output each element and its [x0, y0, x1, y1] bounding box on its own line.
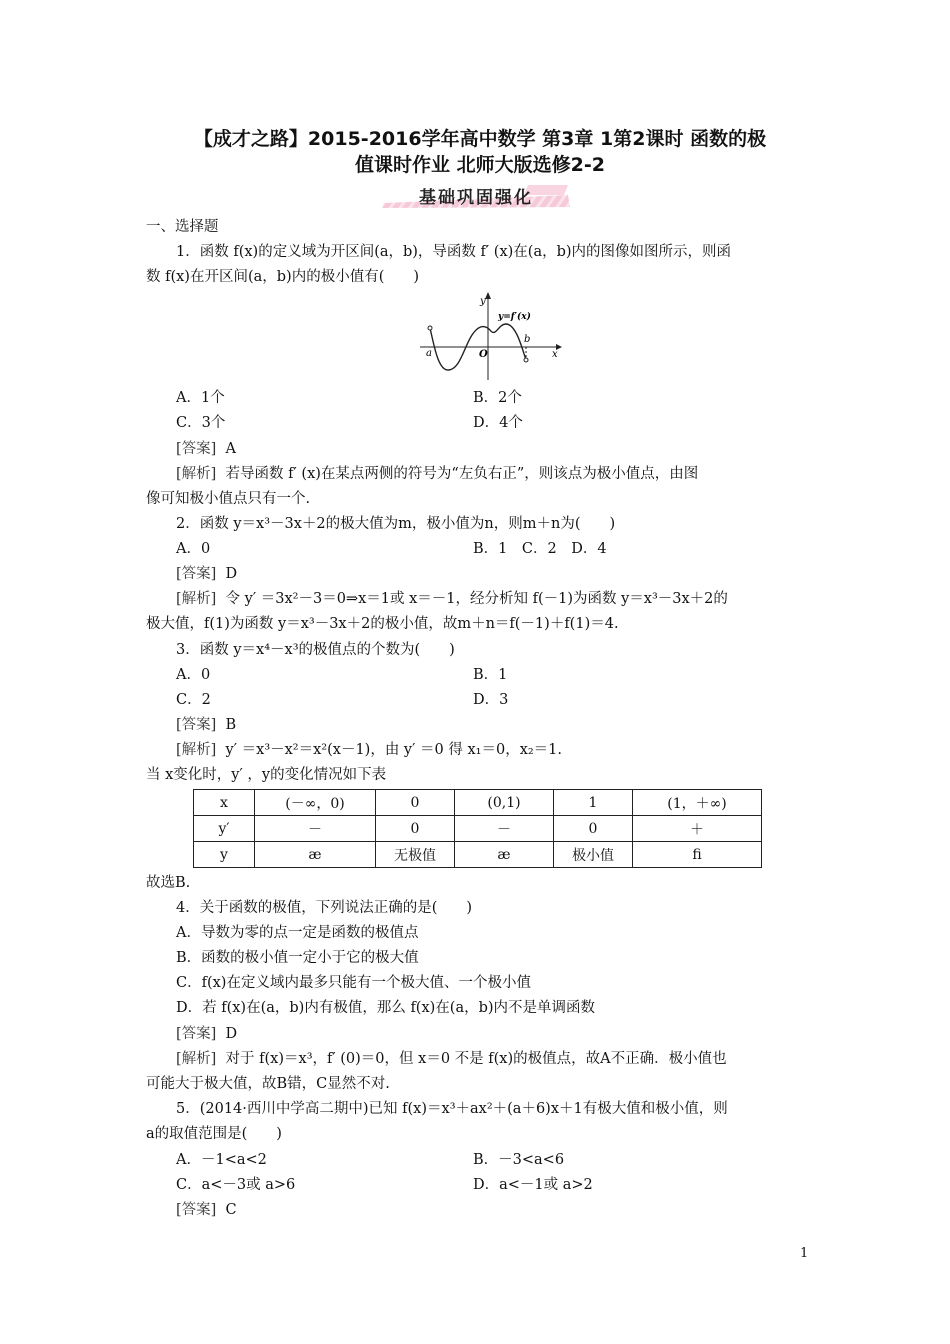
- table-row: [194, 790, 762, 816]
- q4-answer: [176, 1024, 237, 1044]
- banner-text: 基础巩固强化: [419, 188, 533, 208]
- page-number: 1: [800, 1246, 809, 1261]
- q4-option-a: A．导数为零的点一定是函数的极值点: [176, 925, 419, 941]
- q3-option-b: B．1: [473, 667, 508, 683]
- left-open-endpoint: [428, 326, 432, 330]
- table-row: [194, 816, 762, 842]
- title-line-2: 值课时作业 北师大版选修2-2: [355, 154, 605, 176]
- graph-curve-label: y=f′(x): [498, 312, 531, 322]
- table-cell: y′: [194, 816, 255, 842]
- title-line-1: 【成才之路】2015-2016学年高中数学 第3章 1第2课时 函数的极: [193, 128, 767, 150]
- table-cell: 0: [376, 790, 455, 816]
- q3-answer: [176, 715, 236, 735]
- q2-option-a: A．0: [176, 541, 211, 557]
- q1-option-a: A．1个: [176, 390, 225, 406]
- q4-option-b: B．函数的极小值一定小于它的极大值: [176, 950, 419, 966]
- table-cell: (0,1): [455, 790, 554, 816]
- table-cell: ﬁ: [633, 842, 762, 868]
- q1-answer: [176, 439, 236, 459]
- answer-tag: [答案]: [176, 1026, 217, 1042]
- q4-analysis-line-2: 可能大于极大值，故B错，C显然不对.: [146, 1076, 390, 1092]
- table-cell: x: [194, 790, 255, 816]
- answer-value: D: [225, 566, 238, 582]
- q1-stem-line-2: 数 f(x)在开区间(a，b)内的极小值有( ): [146, 269, 420, 285]
- answer-tag: [答案]: [176, 717, 217, 733]
- section-heading: 一、选择题: [146, 219, 219, 235]
- analysis-tag: [解析]: [176, 1051, 217, 1067]
- q1-option-d: D．4个: [473, 415, 523, 431]
- table-cell: 0: [376, 816, 455, 842]
- answer-tag: [答案]: [176, 441, 217, 457]
- q1-derivative-graph: [418, 290, 563, 382]
- table-cell: ＋: [633, 816, 762, 842]
- q3-analysis-line-1: [176, 740, 562, 760]
- table-cell: (1，＋∞): [633, 790, 762, 816]
- q2-options-bcd: B．1 C．2 D．4: [473, 541, 607, 557]
- q5-stem-line-1: 5．(2014·西川中学高二期中)已知 f(x)＝x³＋ax²＋(a＋6)x＋1有极大值和极小值，则: [176, 1101, 728, 1117]
- table-row: [194, 842, 762, 868]
- q4-analysis-line-1: [176, 1049, 727, 1069]
- q4-option-d: D．若 f(x)在(a，b)内有极值，那么 f(x)在(a，b)内不是单调函数: [176, 1000, 596, 1016]
- answer-value: B: [225, 717, 237, 733]
- q5-option-a: A．－1<a<2: [176, 1152, 267, 1168]
- y-axis-arrow: [485, 292, 491, 299]
- answer-value: D: [225, 1026, 238, 1042]
- answer-value: A: [225, 441, 237, 457]
- analysis-text: y′ ＝x³－x²＝x²(x－1)，由 y′ ＝0 得 x₁＝0，x₂＝1.: [225, 742, 563, 758]
- analysis-tag: [解析]: [176, 591, 217, 607]
- q1-stem-line-1: 1．函数 f(x)的定义域为开区间(a，b)，导函数 f′ (x)在(a，b)内的图像如图所示，则函: [176, 244, 732, 260]
- q4-stem: 4．关于函数的极值，下列说法正确的是( ): [176, 900, 473, 916]
- table-cell: 无极值: [376, 842, 455, 868]
- answer-tag: [答案]: [176, 1202, 217, 1218]
- document-title: [140, 126, 820, 178]
- right-open-endpoint: [524, 358, 528, 362]
- q5-stem-line-2: a的取值范围是( ): [146, 1126, 282, 1142]
- q3-option-c: C．2: [176, 692, 211, 708]
- graph-a-label: a: [426, 348, 432, 359]
- table-cell: 极小值: [554, 842, 633, 868]
- answer-value: C: [225, 1202, 237, 1218]
- graph-x-label: x: [552, 349, 558, 360]
- q3-table-intro: 当 x变化时，y′ ，y的变化情况如下表: [146, 767, 387, 783]
- graph-y-label: y: [480, 296, 486, 307]
- q1-option-b: B．2个: [473, 390, 522, 406]
- q1-analysis-line-2: 像可知极小值点只有一个.: [146, 491, 311, 507]
- table-cell: －: [455, 816, 554, 842]
- answer-tag: [答案]: [176, 566, 217, 582]
- analysis-tag: [解析]: [176, 466, 217, 482]
- q2-analysis-line-1: [176, 589, 728, 609]
- table-cell: 1: [554, 790, 633, 816]
- analysis-text: 若导函数 f′ (x)在某点两侧的符号为“左负右正”，则该点为极小值点，由图: [225, 466, 699, 482]
- table-cell: (－∞，0): [255, 790, 376, 816]
- table-cell: æ: [455, 842, 554, 868]
- section-banner: [378, 181, 574, 209]
- q5-option-c: C．a<－3或 a>6: [176, 1177, 296, 1193]
- q3-variation-table: [193, 789, 762, 868]
- q1-option-c: C．3个: [176, 415, 226, 431]
- q4-option-c: C．f(x)在定义域内最多只能有一个极大值、一个极小值: [176, 975, 531, 991]
- q3-option-a: A．0: [176, 667, 211, 683]
- q1-analysis-line-1: [176, 464, 698, 484]
- table-cell: æ: [255, 842, 376, 868]
- table-cell: y: [194, 842, 255, 868]
- graph-origin-label: O: [479, 349, 488, 360]
- q5-answer: [176, 1200, 237, 1220]
- table-cell: 0: [554, 816, 633, 842]
- table-cell: －: [255, 816, 376, 842]
- q3-conclusion: 故选B.: [146, 875, 191, 891]
- analysis-text: 对于 f(x)＝x³，f′ (0)＝0，但 x＝0 不是 f(x)的极值点，故A不正确．极小值也: [225, 1051, 727, 1067]
- q5-option-d: D．a<－1或 a>2: [473, 1177, 593, 1193]
- q2-stem: 2．函数 y＝x³－3x＋2的极大值为m，极小值为n，则m＋n为( ): [176, 516, 616, 532]
- graph-b-label: b: [524, 334, 531, 345]
- q3-stem: 3．函数 y＝x⁴－x³的极值点的个数为( ): [176, 642, 455, 658]
- analysis-tag: [解析]: [176, 742, 217, 758]
- q2-answer: [176, 564, 237, 584]
- analysis-text: 令 y′ ＝3x²－3＝0⇒x＝1或 x＝－1，经分析知 f(－1)为函数 y＝x³－3x＋2的: [225, 591, 728, 607]
- q2-analysis-line-2: 极大值，f(1)为函数 y＝x³－3x＋2的极小值，故m＋n＝f(－1)＋f(1)＝4.: [146, 616, 619, 632]
- q5-option-b: B．－3<a<6: [473, 1152, 565, 1168]
- q3-option-d: D．3: [473, 692, 509, 708]
